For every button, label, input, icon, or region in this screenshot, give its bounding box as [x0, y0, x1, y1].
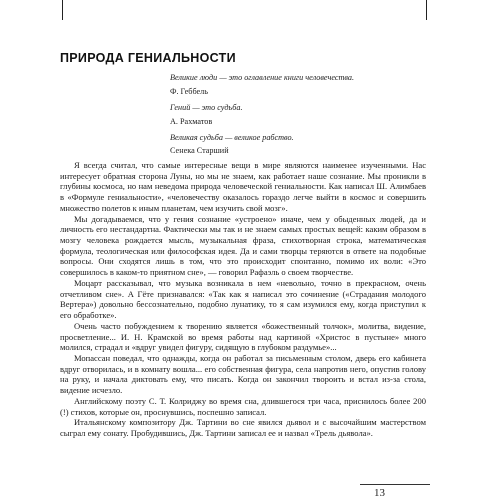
epigraph-quote: Великая судьба — великое рабство.: [170, 132, 294, 142]
paragraph: Мопассан поведал, что однажды, когда он работал за письменным столом, дверь его кабинета вдруг отворилась, и в комнату вошла... его собственная фигура, села напротив него, опустив голову на руку, и начала диктовать ему, что писать. Когда он закончил твороить и встал из-за стола, видение исчезло.: [60, 352, 426, 396]
epigraph-quote: Великие люди — это оглавление книги человечества.: [170, 73, 355, 82]
paragraph: Я всегда считал, что самые интересные вещи в мире являются наименее изученными. Нас интересует обратная сторона Луны, но мы не знаем, как работает наше сознание. Мы проникли в глубины космоса, но нам неведома природа человеческой гениальности. Как написал Ш. Алимбаев в «Формуле гениальности», «человечеству оказалось гораздо легче выйти в космос и совершить множество полетов к иным планетам, чем изучить свой мозг».: [60, 160, 426, 213]
paragraph: Очень часто побуждением к творению является «божественный толчок», молитва, видение, просветление... И. Н. Крамской во время работы над картиной «Христос в пустыне» много молился, страдал и «вдруг увидел фигуру, сидящую в глубоком раздумье»...: [60, 320, 426, 353]
epigraph: [170, 103, 420, 127]
page-number: 13: [374, 487, 385, 499]
epigraph-author: А. Рахматов: [170, 116, 213, 126]
epigraph-quote: Гений — это судьба.: [170, 102, 243, 112]
epigraph-author: Сенека Старший: [170, 146, 229, 156]
epigraphs: [170, 73, 420, 162]
top-right-rule: [426, 0, 427, 20]
paragraph: Моцарт рассказывал, что музыка возникала в нем «невольно, точно в прекрасном, очень отчетливом сне». А Гёте признавался: «Так как я написал это сочинение («Страдания молодого Вертера») довольно бессознательно, подобно лунатику, то я сам изумился ему, когда приступил к его обработке».: [60, 277, 426, 321]
paragraph: Мы догадываемся, что у гения сознание «устроено» иначе, чем у обыденных людей, да и личность его нестандартна. Фактически мы так и не знаем самых простых вещей: каким образом в мозгу человека рождается мысль, музыкальная фраза, стихотворная строка, математическая формула, теологическая или философская идея. Да и сами творцы теряются в ответе на подобные вопросы. Они сходятся лишь в том, что это происходит спонтанно, помимо их воли: «Это совершилось в каком-то приятном сне», — говорил Рафаэль о своем творчестве.: [60, 213, 426, 278]
epigraph-author: Ф. Геббель: [170, 86, 208, 96]
page-number-rule: [360, 484, 430, 485]
paragraph: Английскому поэту С. Т. Колриджу во время сна, длившегося три часа, приснилось более 200 (!) стихов, которые он, проснувшись, поспешно записал.: [60, 395, 426, 417]
paragraph: Итальянскому композитору Дж. Тартини во сне явился дьявол и с высочайшим мастерством сыграл ему сонату. Пробудившись, Дж. Тартини записал ее и назвал «Трель дьявола».: [60, 417, 426, 438]
body-text: [60, 160, 426, 439]
epigraph: [170, 73, 420, 97]
top-left-rule: [62, 0, 63, 20]
chapter-title: ПРИРОДА ГЕНИАЛЬНОСТИ: [60, 51, 236, 65]
epigraph: [170, 133, 420, 157]
